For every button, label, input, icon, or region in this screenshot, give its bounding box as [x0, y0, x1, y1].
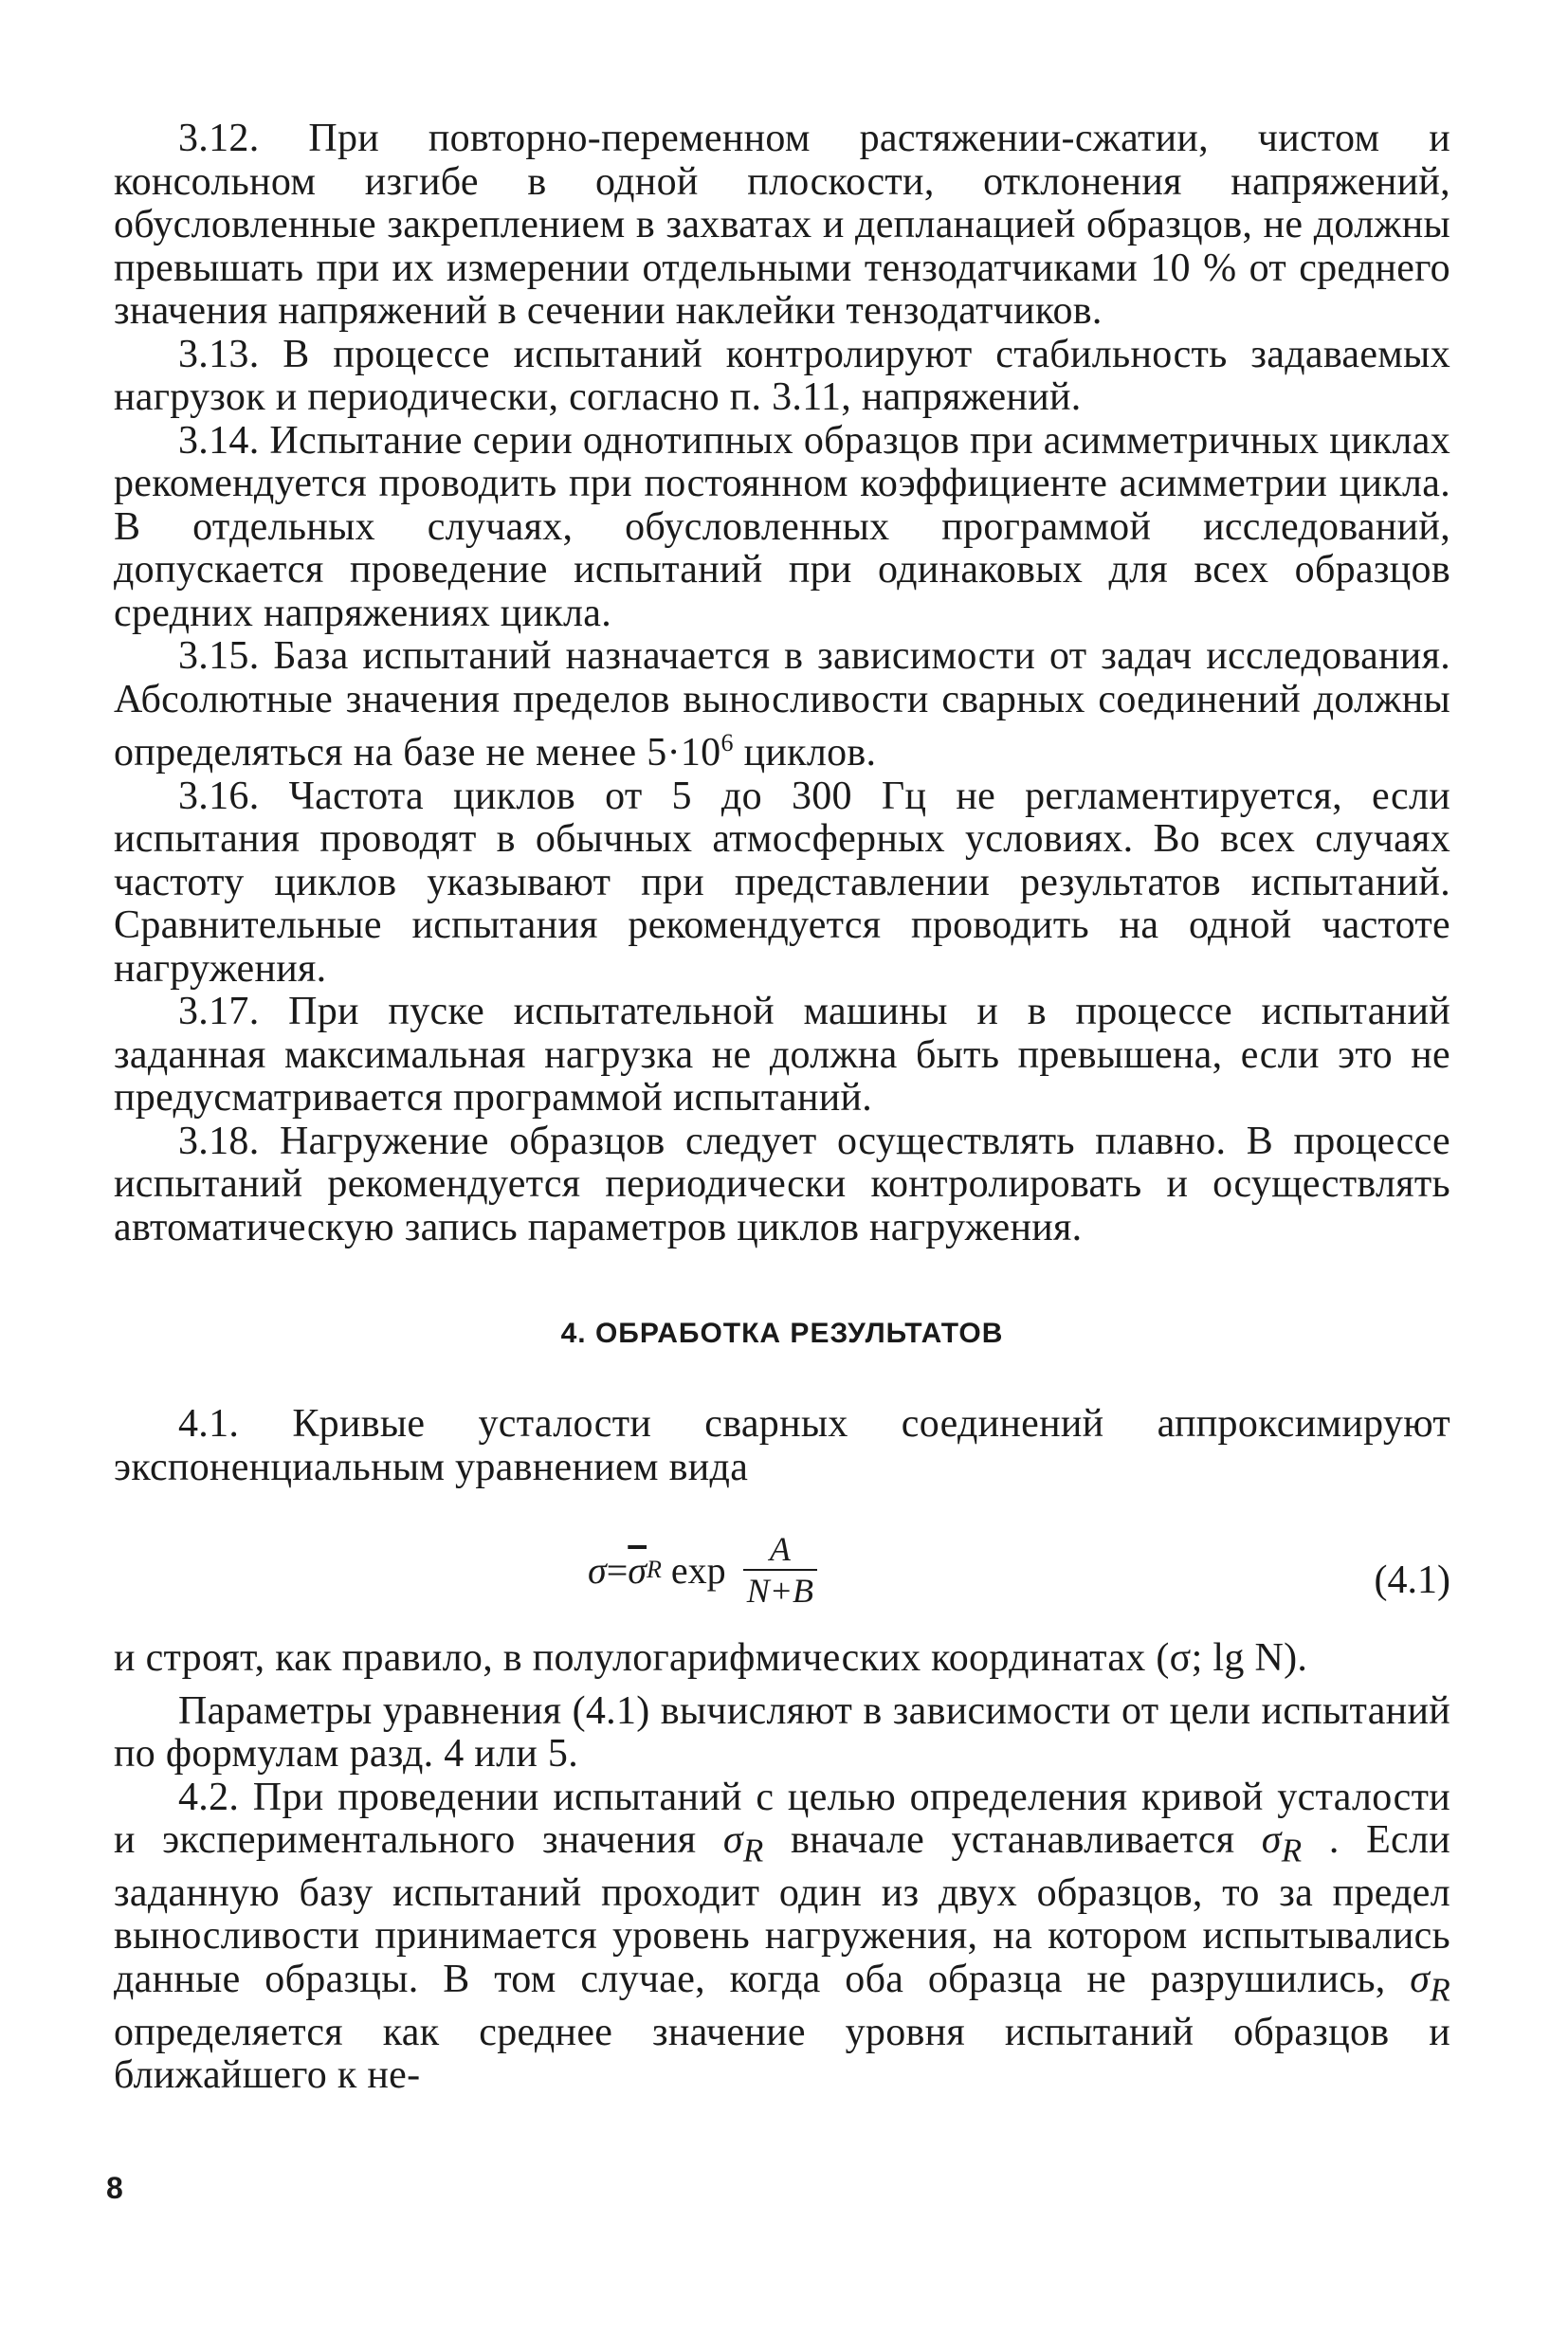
- sigma-r-1-sub: R: [742, 1832, 764, 1869]
- paragraph-3-15-end: циклов.: [733, 731, 877, 775]
- exponent: 6: [720, 729, 734, 756]
- paragraph-4-1: 4.1. Кривые усталости сварных соединений аппроксимируют экспоненциальным уравнением вида: [114, 1402, 1450, 1489]
- formula-exp: exp: [670, 1548, 726, 1592]
- paragraph-4-1-continued: и строят, как правило, в полулогарифмических координатах (σ; lg N).: [114, 1636, 1308, 1680]
- formula-4-1: [114, 1508, 1450, 1630]
- paragraph-3-17: 3.17. При пуске испытательной машины и в процессе испытаний заданная максимальная нагрузка не должна быть превышена, если это не предусматривается программой испытаний.: [114, 990, 1450, 1120]
- page-body: [114, 118, 1450, 2098]
- section-heading: 4. ОБРАБОТКА РЕЗУЛЬТАТОВ: [560, 1318, 1004, 1349]
- paragraph-3-15: [114, 635, 1450, 775]
- formula-numerator: A: [769, 1530, 791, 1568]
- sigma-r-2: σ: [1261, 1818, 1282, 1862]
- sigma-r-2-sub: R: [1281, 1832, 1303, 1869]
- sigma-r-3: σ: [1410, 1957, 1431, 2001]
- paragraph-3-16: 3.16. Частота циклов от 5 до 300 Гц не регламентируется, если испытания проводят в обычных атмосферных условиях. Во всех случаях частоту циклов указывают при представлении результатов испытаний. Сравнительные испытания рекомендуется проводить на одной частоте нагружения.: [114, 774, 1450, 991]
- sigma-r-1: σ: [722, 1818, 743, 1862]
- formula-expression: [588, 1529, 817, 1611]
- formula-denominator: N+B: [746, 1572, 813, 1610]
- formula-subscript: R: [647, 1556, 662, 1583]
- paragraph-4-2-text-b: вначале устанавливается: [763, 1818, 1262, 1862]
- page-number: 8: [106, 2171, 123, 2205]
- formula-lhs: σ: [588, 1548, 607, 1592]
- equation-number: (4.1): [1374, 1558, 1450, 1602]
- paragraph-3-18: 3.18. Нагружение образцов следует осуществлять плавно. В процессе испытаний рекомендуется периодически контролировать и осуществлять автоматическую запись параметров циклов нагружения.: [114, 1119, 1450, 1249]
- formula-equals: =: [606, 1548, 629, 1592]
- paragraph-3-14: 3.14. Испытание серии однотипных образцов при асимметричных циклах рекомендуется проводить при постоянном коэффициенте асимметрии цикла. В отдельных случаях, обусловленных программой исследований, допускается проведение испытаний при одинаковых для всех образцов средних напряжениях цикла.: [114, 418, 1450, 635]
- paragraph-4-2-text-c: . Если заданную базу испытаний проходит один из двух образцов, то за предел выносливости принимается уровень нагружения, на котором испытывались данные образцы. В том случае, когда оба образца не разрушились,: [114, 1818, 1451, 2001]
- paragraph-3-12: 3.12. При повторно-переменном растяжении-сжатии, чистом и консольном изгибе в одной плоскости, отклонения напряжений, обусловленные закреплением в захватах и депланацией образцов, не должны превышать при их измерении отдельными тензодатчиками 10 % от среднего значения напряжений в сечении наклейки тензодатчиков.: [114, 117, 1450, 333]
- formula-sigma-bar: $\overline{\sigma}$: [628, 1548, 647, 1592]
- paragraph-4-1-parameters: Параметры уравнения (4.1) вычисляют в зависимости от цели испытаний по формулам разд. 4 или 5.: [114, 1688, 1450, 1776]
- sigma-r-3-sub: R: [1430, 1971, 1450, 2009]
- paragraph-4-2: [114, 1777, 1450, 2098]
- paragraph-3-13: 3.13. В процессе испытаний контролируют стабильность задаваемых нагрузок и периодически, согласно п. 3.11, напряжений.: [114, 332, 1450, 419]
- paragraph-4-2-text-d: определяется как среднее значение уровня испытаний образцов и ближайшего к не-: [114, 2010, 1450, 2098]
- formula-fraction: [743, 1529, 817, 1611]
- paragraph-3-15-text: 3.15. База испытаний назначается в зависимости от задач исследования. Абсолютные значения пределов выносливости сварных соединений должны определяться на базе не менее 5·10: [114, 634, 1450, 775]
- paragraph-4-2-text-a: 4.2. При проведении испытаний с целью определения кривой усталости и экспериментального значения: [114, 1775, 1450, 1862]
